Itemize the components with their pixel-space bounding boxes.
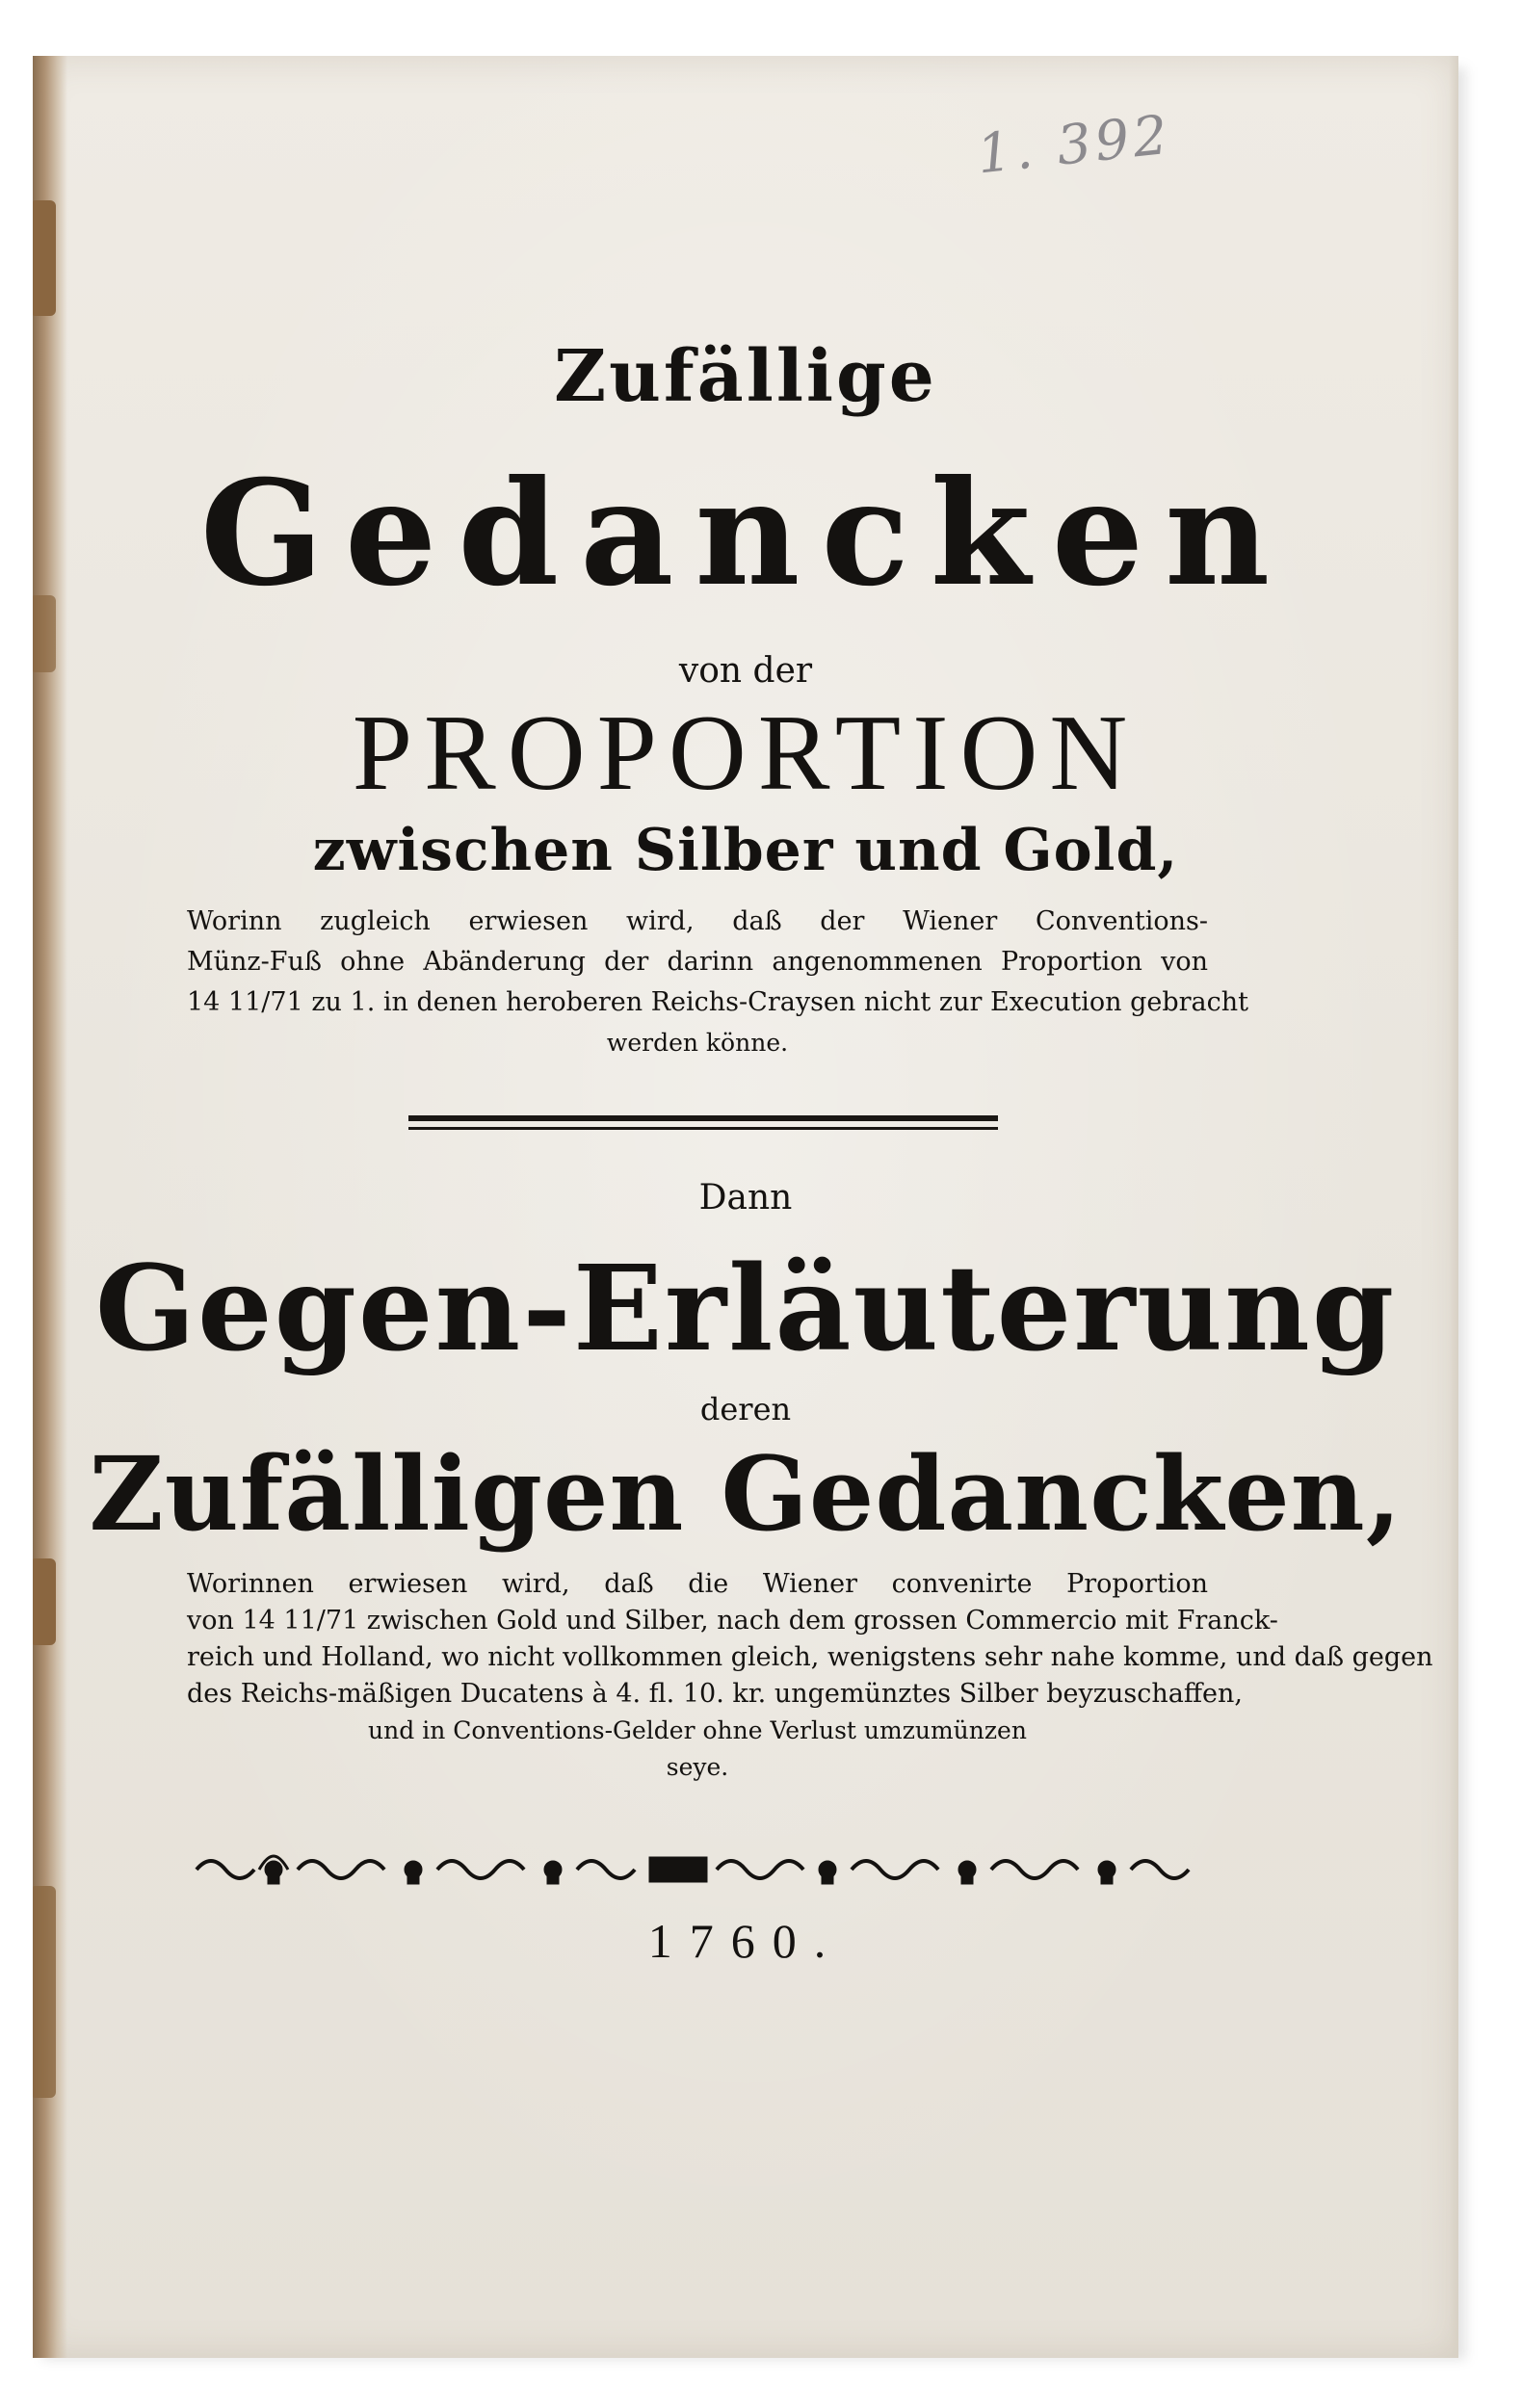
title-zwischen-silber-gold: zwischen Silber und Gold,: [312, 817, 1179, 884]
subtitle-line: Worinnen erwiesen wird, daß die Wiener convenirte Proportion: [187, 1569, 1208, 1599]
subtitle-line: werden könne.: [606, 1029, 789, 1057]
title-von-der: von der: [678, 651, 813, 691]
pencil-shelfmark: 1. 392: [974, 103, 1174, 187]
rule-thick: [408, 1115, 998, 1121]
title-word-zufaellige: Zufällige: [554, 335, 937, 418]
word-deren: deren: [699, 1391, 792, 1427]
subtitle-line: seye.: [666, 1753, 729, 1781]
subtitle-line: Worinn zugleich erwiesen wird, daß der Wiener Conventions-: [187, 906, 1208, 936]
title-page: [33, 56, 1458, 2358]
subtitle-line: und in Conventions-Gelder ohne Verlust umzumünzen: [368, 1716, 1027, 1744]
spine-tear: [33, 1558, 56, 1645]
title-zufaelligen-gedancken: Zufälligen Gedancken,: [89, 1433, 1403, 1554]
subtitle-line: des Reichs-mäßigen Ducatens à 4. fl. 10. kr. ungemünztes Silber beyzuschaffen,: [187, 1679, 1243, 1709]
title-word-gedancken: Gedancken: [199, 449, 1292, 618]
word-dann: Dann: [698, 1178, 793, 1217]
subtitle-paragraph-2: [187, 1566, 1433, 1786]
publication-year: 1760.: [647, 1914, 844, 1968]
ornamental-border-icon: [192, 1845, 1203, 1894]
spine-tear: [33, 200, 56, 316]
subtitle-line: Münz-Fuß ohne Abänderung der darinn angenommenen Proportion von: [187, 947, 1208, 977]
subtitle-line: von 14 11/71 zwischen Gold und Silber, nach dem grossen Commercio mit Franck-: [187, 1606, 1278, 1636]
subtitle-line: reich und Holland, wo nicht vollkommen gleich, wenigstens sehr nahe komme, und daß gegen: [187, 1642, 1433, 1672]
title-gegen-erlaeuterung: Gegen-Erläuterung: [94, 1239, 1397, 1377]
subtitle-line: 14 11/71 zu 1. in denen heroberen Reichs-Craysen nicht zur Execution gebracht: [187, 987, 1249, 1017]
subtitle-paragraph-1: [187, 902, 1249, 1063]
rule-thin: [408, 1127, 998, 1130]
double-rule-divider: [408, 1115, 998, 1133]
title-proportion: PROPORTION: [352, 694, 1140, 813]
